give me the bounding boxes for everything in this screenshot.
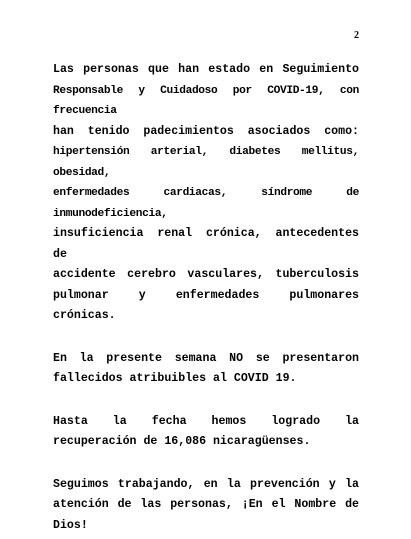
paragraph-recoveries: Hasta la fecha hemos logrado la recuperación de 16,086 nicaragüenses. bbox=[53, 414, 359, 448]
text-line: accidente cerebro vasculares, tuberculosis bbox=[53, 268, 359, 281]
text-line: han tenido padecimientos asociados como: bbox=[53, 124, 359, 138]
text-line: Las personas que han estado en Seguimiento bbox=[53, 63, 359, 76]
page-number: 2 bbox=[354, 30, 359, 41]
document-body bbox=[53, 60, 359, 536]
text-line: hipertensión arterial, diabetes mellitus, obesidad, bbox=[53, 146, 359, 179]
paragraph-closing: Seguimos trabajando, en la prevención y la atención de las personas, ¡En el Nombre de Dios! bbox=[53, 477, 359, 532]
text-line: enfermedades cardiacas, síndrome de inmunodeficiencia, bbox=[53, 187, 359, 220]
text-line: pulmonar y enfermedades pulmonares crónicas. bbox=[53, 288, 359, 322]
paragraph-comorbidities bbox=[53, 60, 359, 327]
paragraph-deaths: En la presente semana NO se presentaron fallecidos atribuibles al COVID 19. bbox=[53, 351, 359, 385]
text-line: insuficiencia renal crónica, antecedentes de bbox=[53, 227, 359, 261]
text-line: Responsable y Cuidadoso por COVID-19, con frecuencia bbox=[53, 84, 359, 117]
